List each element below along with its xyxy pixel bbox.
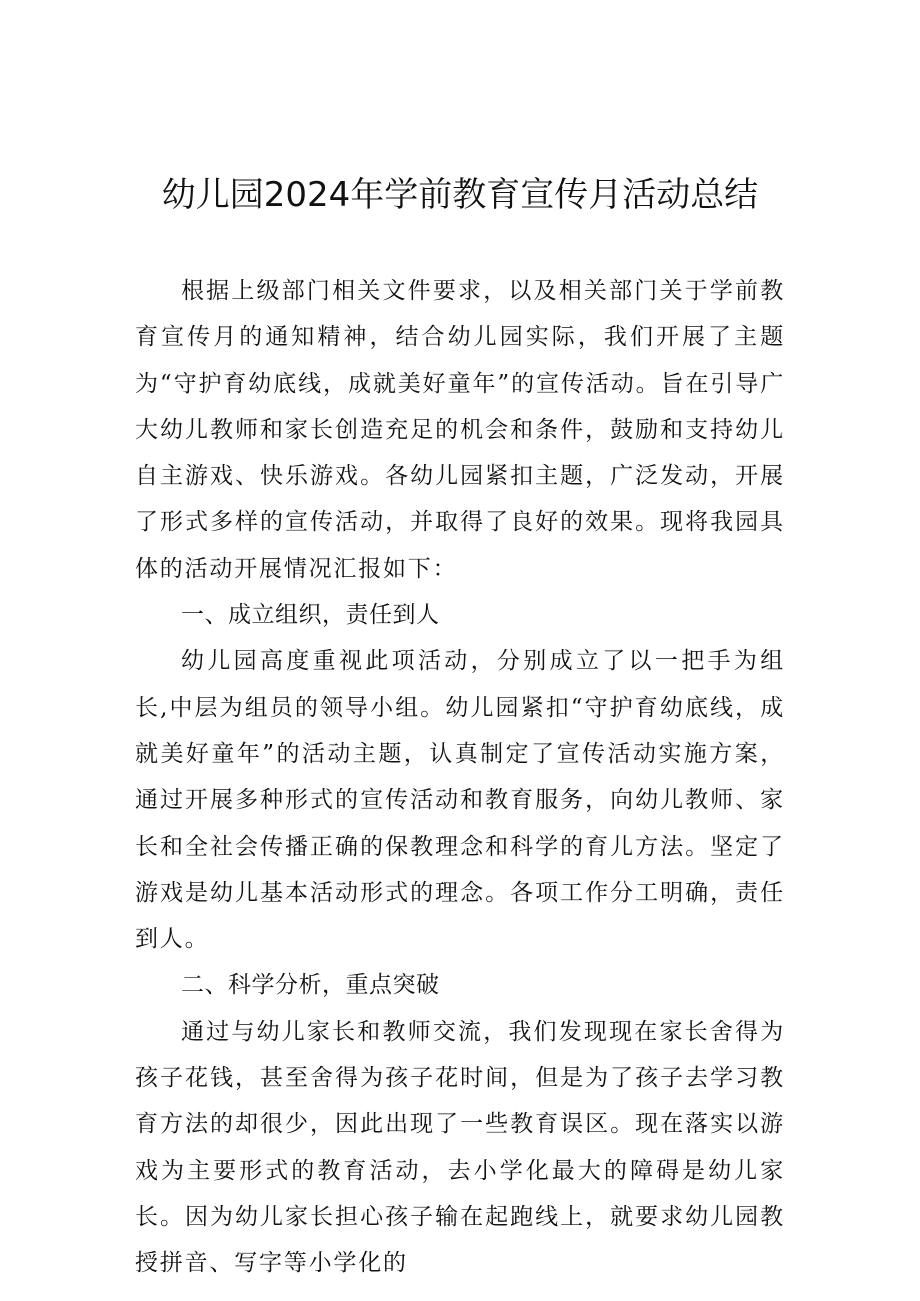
section-2 <box>135 962 785 1286</box>
document-body <box>135 268 785 1287</box>
section-heading: 二、科学分析，重点突破 <box>181 972 440 999</box>
section-1 <box>135 592 785 962</box>
section-paragraph: 幼儿园高度重视此项活动，分别成立了以一把手为组长,中层为组员的领导小组。幼儿园紧扣“守护育幼底线，成就美好童年”的活动主题，认真制定了宣传活动实施方案，通过开展多种形式的宣传活动和教育服务，向幼儿教师、家长和全社会传播正确的保教理念和科学的育儿方法。坚定了游戏是幼儿基本活动形式的理念。各项工作分工明确，责任到人。 <box>135 648 785 953</box>
section-heading: 一、成立组织，责任到人 <box>181 602 440 629</box>
intro-paragraph: 根据上级部门相关文件要求，以及相关部门关于学前教育宣传月的通知精神，结合幼儿园实际，我们开展了主题为“守护育幼底线，成就美好童年”的宣传活动。旨在引导广大幼儿教师和家长创造充足的机会和条件，鼓励和支持幼儿自主游戏、快乐游戏。各幼儿园紧扣主题，广泛发动，开展了形式多样的宣传活动，并取得了良好的效果。现将我园具体的活动开展情况汇报如下： <box>135 278 785 582</box>
page-title: 幼儿园2024年学前教育宣传月活动总结 <box>161 175 759 215</box>
section-paragraph: 通过与幼儿家长和教师交流，我们发现现在家长舍得为孩子花钱，甚至舍得为孩子花时间，但是为了孩子去学习教育方法的却很少，因此出现了一些教育误区。现在落实以游戏为主要形式的教育活动，去小学化最大的障碍是幼儿家长。因为幼儿家长担心孩子输在起跑线上，就要求幼儿园教授拼音、写字等小学化的 <box>135 1018 785 1277</box>
